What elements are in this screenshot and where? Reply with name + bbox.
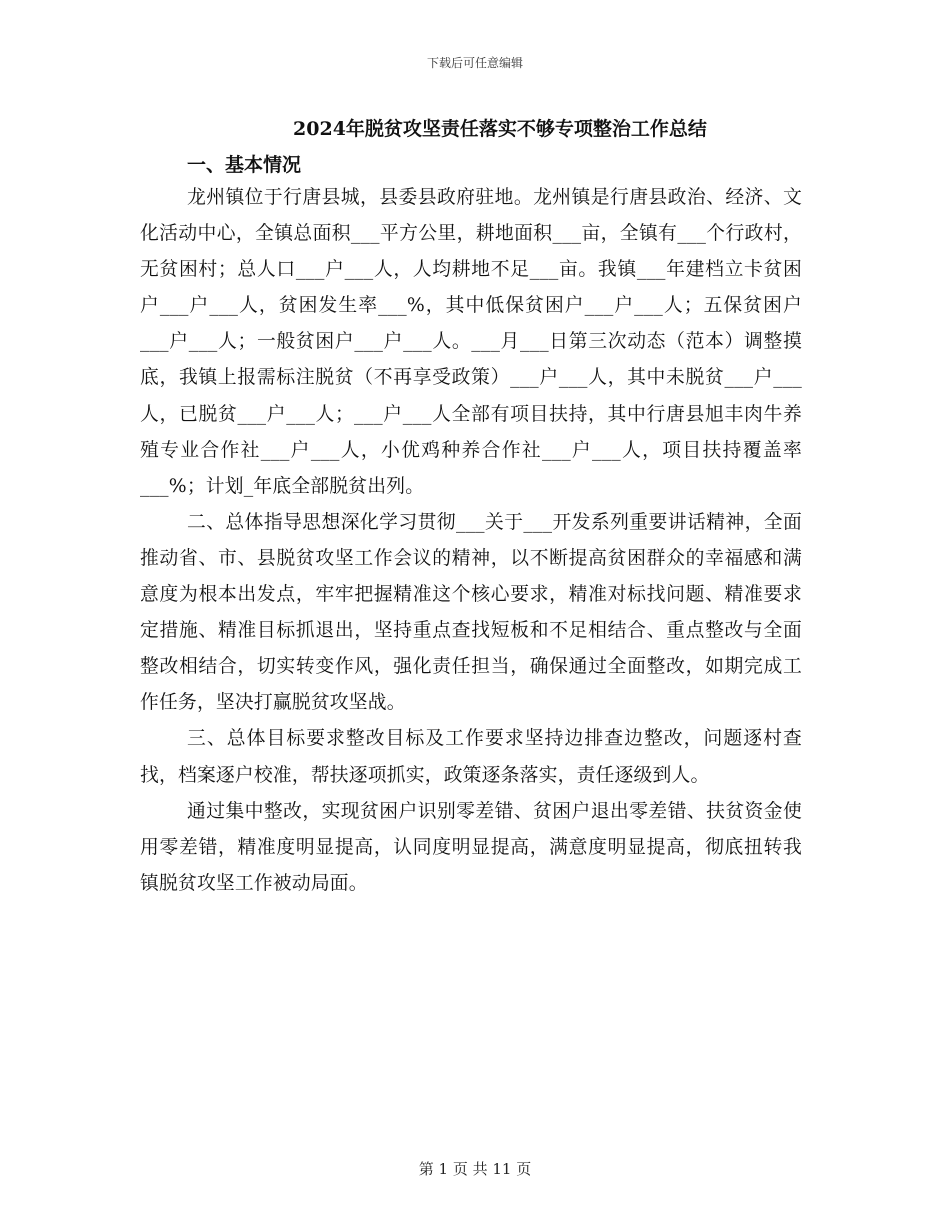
paragraph-basic-situation: 龙州镇位于行唐县城，县委县政府驻地。龙州镇是行唐县政治、经济、文化活动中心，全镇总面积___平方公里，耕地面积___亩，全镇有___个行政村，无贫困村；总人口___户___人，人均耕地不足___亩。我镇___年建档立卡贫困户___户___人，贫困发生率___%，其中低保贫困户___户___人；五保贫困户___户___人；一般贫困户___户___人。___月___日第三次动态（范本）调整摸底，我镇上报需标注脱贫（不再享受政策）___户___人，其中未脱贫___户___人，已脱贫___户___人；___户___人全部有项目扶持，其中行唐县旭丰肉牛养殖专业合作社___户___人，小优鸡种养合作社___户___人，项目扶持覆盖率___%；计划_年底全部脱贫出列。 [140,187,802,497]
paragraph-target-requirements: 三、总体目标要求整改目标及工作要求坚持边排查边整改，问题逐村查找，档案逐户校准，帮扶逐项抓实，政策逐条落实，责任逐级到人。 [140,728,802,786]
header-note: 下载后可任意编辑 [426,56,523,70]
document-title: 2024年脱贫攻坚责任落实不够专项整治工作总结 [293,118,707,140]
paragraph-guiding-ideology: 二、总体指导思想深化学习贯彻___关于___开发系列重要讲话精神，全面推动省、市、县脱贫攻坚工作会议的精神，以不断提高贫困群众的幸福感和满意度为根本出发点，牢牢把握精准这个核心要求，精准对标找问题、精准要求定措施、精准目标抓退出，坚持重点查找短板和不足相结合、重点整改与全面整改相结合，切实转变作风，强化责任担当，确保通过全面整改，如期完成工作任务，坚决打赢脱贫攻坚战。 [140,511,802,714]
section-heading: 一、基本情况 [187,154,302,176]
paragraph-rectification-goal: 通过集中整改，实现贫困户识别零差错、贫困户退出零差错、扶贫资金使用零差错，精准度明显提高，认同度明显提高，满意度明显提高，彻底扭转我镇脱贫攻坚工作被动局面。 [140,800,802,894]
page-number: 第 1 页 共 11 页 [418,1160,532,1178]
document-body [140,180,802,902]
